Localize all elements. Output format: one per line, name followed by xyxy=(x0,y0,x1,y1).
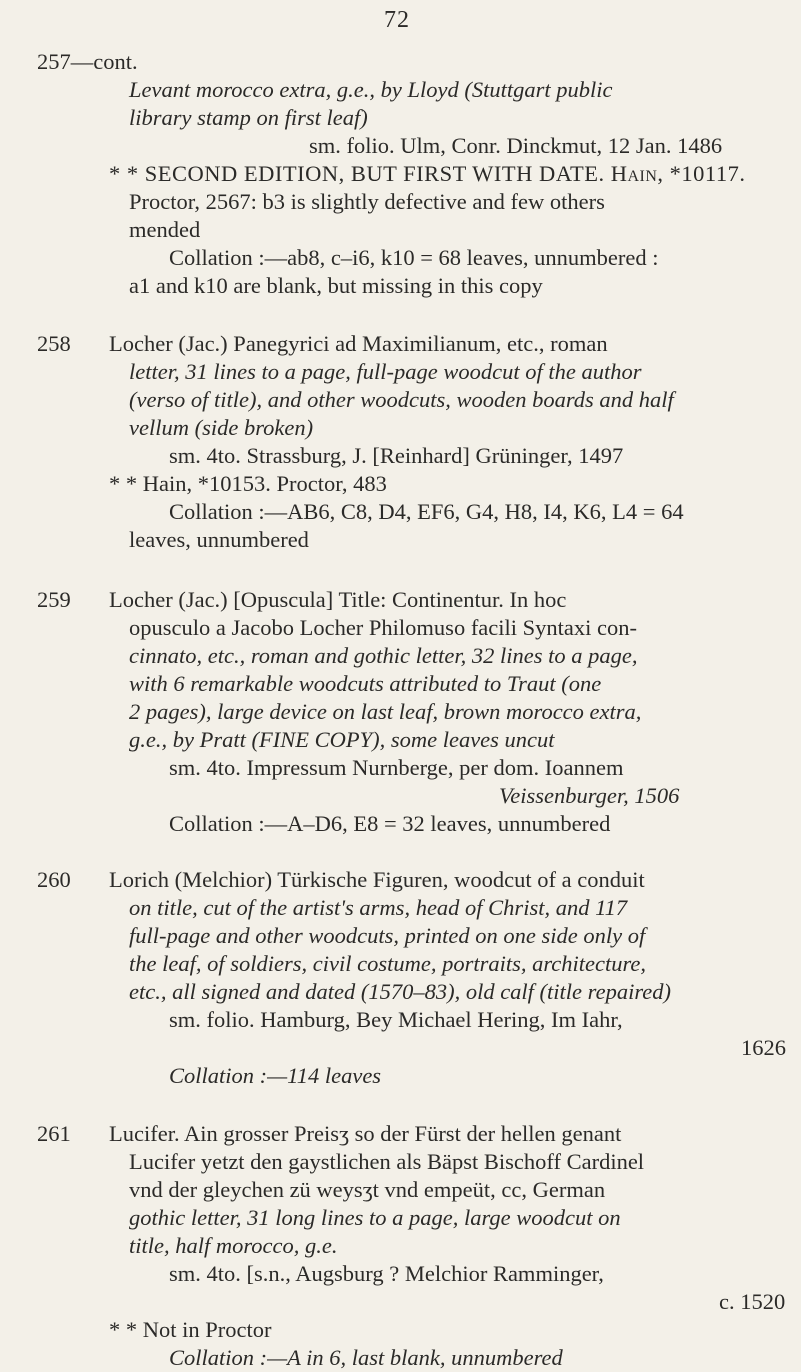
entry-number: 260 xyxy=(37,867,71,892)
entry-line: cinnato, etc., roman and gothic letter, 32 lines to a page, xyxy=(129,643,638,668)
entry-line: etc., all signed and dated (1570–83), old calf (title repaired) xyxy=(129,979,671,1004)
entry-258 xyxy=(37,330,777,554)
entry-heading: Locher (Jac.) Panegyrici ad Maximilianum, etc., roman xyxy=(109,331,608,356)
imprint-line: Veissenburger, 1506 xyxy=(499,783,680,808)
entry-257-cont xyxy=(37,76,777,300)
entry-line: Levant morocco extra, g.e., by Lloyd (Stuttgart public xyxy=(129,77,613,102)
entry-heading: Locher (Jac.) [Opuscula] Title: Continentur. In hoc xyxy=(109,587,567,612)
entry-line: Proctor, 2567: b3 is slightly defective and few others xyxy=(129,189,605,214)
entry-line: on title, cut of the artist's arms, head of Christ, and 117 xyxy=(129,895,628,920)
imprint-line: sm. folio. Hamburg, Bey Michael Hering, Im Iahr, xyxy=(169,1007,623,1032)
entry-line: vnd der gleychen zü weysʒt vnd empeüt, cc, German xyxy=(129,1177,606,1202)
note-line: * * Hain, *10153. Proctor, 483 xyxy=(109,471,387,496)
entry-line: with 6 remarkable woodcuts attributed to Traut (one xyxy=(129,671,602,696)
entry-line: vellum (side broken) xyxy=(129,415,314,440)
collation-line: a1 and k10 are blank, but missing in this copy xyxy=(129,273,543,298)
page-number: 72 xyxy=(384,7,410,33)
entry-line: (verso of title), and other woodcuts, wooden boards and half xyxy=(129,387,674,412)
entry-line: mended xyxy=(129,217,201,242)
collation-line: leaves, unnumbered xyxy=(129,527,309,552)
imprint-line: sm. folio. Ulm, Conr. Dinckmut, 12 Jan. 1486 xyxy=(309,133,723,158)
entry-line: gothic letter, 31 long lines to a page, large woodcut on xyxy=(129,1205,621,1230)
entry-260 xyxy=(37,866,786,1090)
entry-line: g.e., by Pratt (FINE COPY), some leaves uncut xyxy=(129,727,555,752)
note-line: * * SECOND EDITION, BUT FIRST WITH DATE. Hain, *10117. xyxy=(109,161,746,186)
continuation-label: 257—cont. xyxy=(37,49,138,74)
collation-line: Collation :—114 leaves xyxy=(169,1063,382,1088)
imprint-line: sm. 4to. Impressum Nurnberge, per dom. Ioannem xyxy=(169,755,624,780)
entry-line: Lucifer yetzt den gaystlichen als Bäpst Bischoff Cardinel xyxy=(129,1149,645,1174)
entry-heading: Lucifer. Ain grosser Preisʒ so der Fürst der hellen genant xyxy=(109,1121,622,1146)
entry-line: letter, 31 lines to a page, full-page woodcut of the author xyxy=(129,359,642,384)
entry-line: 2 pages), large device on last leaf, brown morocco extra, xyxy=(129,699,642,724)
entry-heading: Lorich (Melchior) Türkische Figuren, woodcut of a conduit xyxy=(109,867,645,892)
entry-line: the leaf, of soldiers, civil costume, portraits, architecture, xyxy=(129,951,647,976)
imprint-line: sm. 4to. Strassburg, J. [Reinhard] Grüninger, 1497 xyxy=(169,443,624,468)
entry-line: full-page and other woodcuts, printed on one side only of xyxy=(129,923,646,948)
collation-line: Collation :—AB6, C8, D4, EF6, G4, H8, I4, K6, L4 = 64 xyxy=(169,499,684,524)
collation-line: Collation :—A–D6, E8 = 32 leaves, unnumbered xyxy=(169,811,611,836)
entry-number: 259 xyxy=(37,587,71,612)
entry-number: 258 xyxy=(37,331,71,356)
entry-259 xyxy=(37,586,777,838)
collation-line: Collation :—ab8, c–i6, k10 = 68 leaves, unnumbered : xyxy=(169,245,659,270)
note-line: * * Not in Proctor xyxy=(109,1317,272,1342)
entry-261 xyxy=(37,1120,786,1372)
imprint-line: 1626 xyxy=(741,1035,786,1060)
imprint-line: sm. 4to. [s.n., Augsburg ? Melchior Ramminger, xyxy=(169,1261,604,1286)
entry-line: title, half morocco, g.e. xyxy=(129,1233,338,1258)
entry-number: 261 xyxy=(37,1121,71,1146)
imprint-line: c. 1520 xyxy=(719,1289,786,1314)
collation-line: Collation :—A in 6, last blank, unnumbered xyxy=(169,1345,563,1370)
entry-line: library stamp on first leaf) xyxy=(129,105,368,130)
entry-line: opusculo a Jacobo Locher Philomuso facili Syntaxi con- xyxy=(129,615,638,640)
